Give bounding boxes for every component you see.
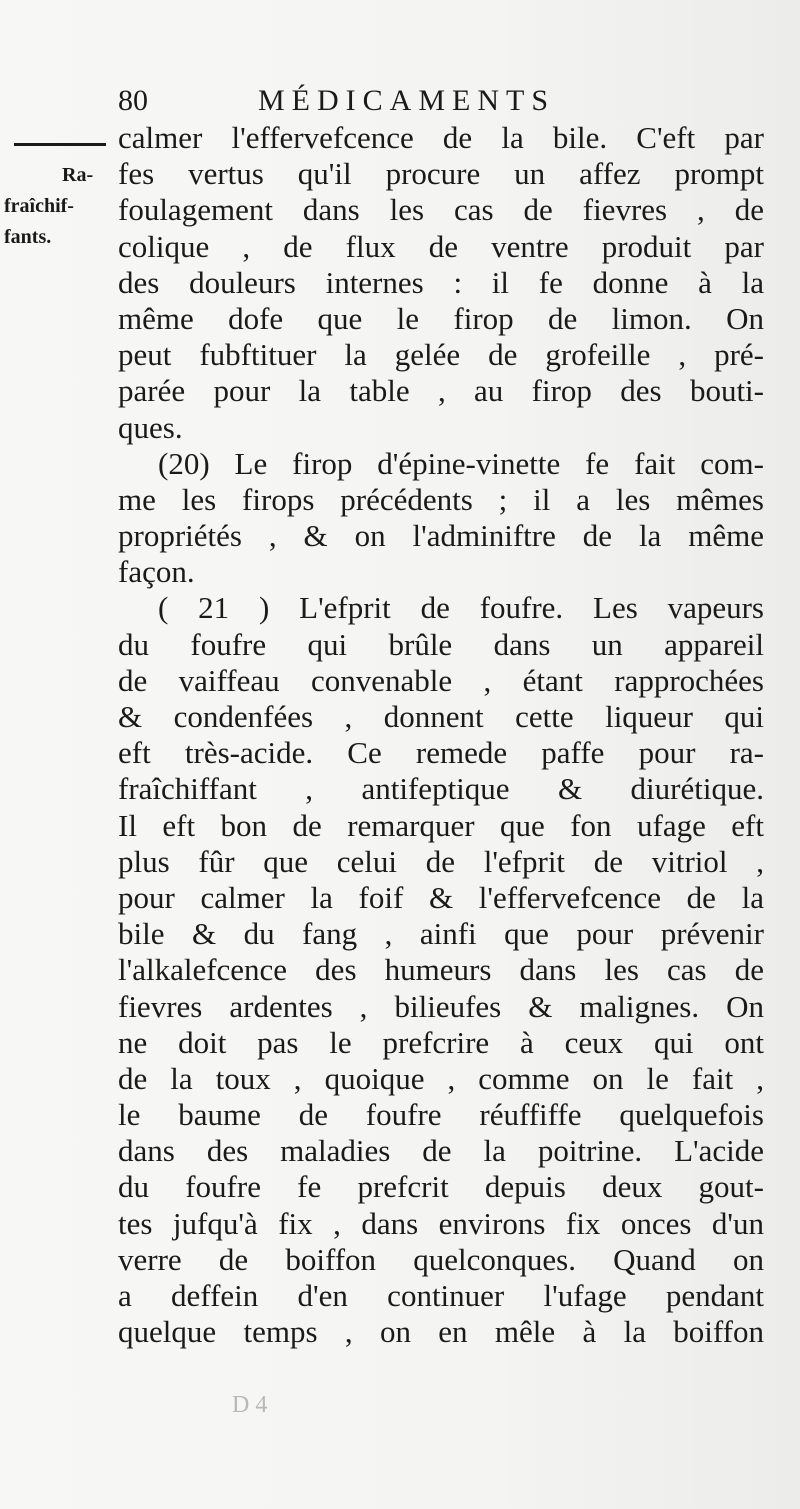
running-title: MÉDICAMENTS [258,84,556,117]
text-line: du foufre fe prefcrit depuis deux gout- [118,1169,764,1205]
text-line: de la toux , quoique , comme on le fait , [118,1060,764,1096]
text-line: le baume de foufre réuffiffe quelquefois [118,1097,764,1133]
text-line: tes jufqu'à fix , dans environs fix onces d'un [118,1205,764,1241]
page-number: 80 [118,84,148,117]
text-line: de vaiffeau convenable , étant rapprochées [118,662,764,698]
text-line: foulagement dans les cas de fievres , de [118,192,764,228]
text-line: ne doit pas le prefcrire à ceux qui ont [118,1024,764,1060]
text-line: fraîchiffant , antifeptique & diurétique. [118,771,764,807]
margin-note-line: Ra- [62,164,94,186]
text-line: Il eft bon de remarquer que fon ufage eft [118,807,764,843]
text-line: plus fûr que celui de l'efprit de vitriol , [118,843,764,879]
text-line: a deffein d'en continuer l'ufage pendant [118,1278,764,1313]
text-line: parée pour la table , au firop des bouti- [118,373,764,409]
margin-note [4,160,112,253]
text-line: ques. [118,409,183,445]
text-line: bile & du fang , ainfi que pour prévenir [118,916,764,952]
text-line: dans des maladies de la poitrine. L'acide [118,1133,764,1169]
text-line: façon. [118,554,195,590]
text-line: l'alkalefcence des humeurs dans les cas de [118,952,764,988]
text-line: eft très-acide. Ce remede paffe pour ra- [118,735,764,771]
text-line: du foufre qui brûle dans un appareil [118,626,764,662]
text-line: (20) Le firop d'épine-vinette fe fait com- [158,445,764,481]
text-line: fievres ardentes , bilieufes & malignes. On [118,988,764,1024]
text-line: & condenfées , donnent cette liqueur qui [118,699,764,734]
text-line: pour calmer la foif & l'effervefcence de la [118,879,764,915]
margin-note-line: fraîchif- [4,195,74,217]
text-line: calmer l'effervefcence de la bile. C'eft par [118,120,764,155]
text-line: fes vertus qu'il procure un affez prompt [118,156,764,192]
text-line: quelque temps , on en mêle à la boiffon [118,1314,764,1350]
text-line: même dofe que le firop de limon. On [118,300,764,336]
text-line: me les firops précédents ; il a les mêmes [118,481,764,517]
text-line: verre de boiffon quelconques. Quand on [118,1241,764,1277]
margin-note-line: fants. [4,226,52,248]
text-line: des douleurs internes : il fe donne à la [118,264,764,300]
signature-mark: D 4 [232,1392,268,1418]
text-line: ( 21 ) L'efprit de foufre. Les vapeurs [158,590,764,626]
text-line: colique , de flux de ventre produit par [118,228,764,264]
body-text [118,120,764,1350]
text-line: peut fubftituer la gelée de grofeille , pré- [118,337,764,373]
margin-rule [14,143,106,146]
text-line: propriétés , & on l'adminiftre de la même [118,518,764,554]
